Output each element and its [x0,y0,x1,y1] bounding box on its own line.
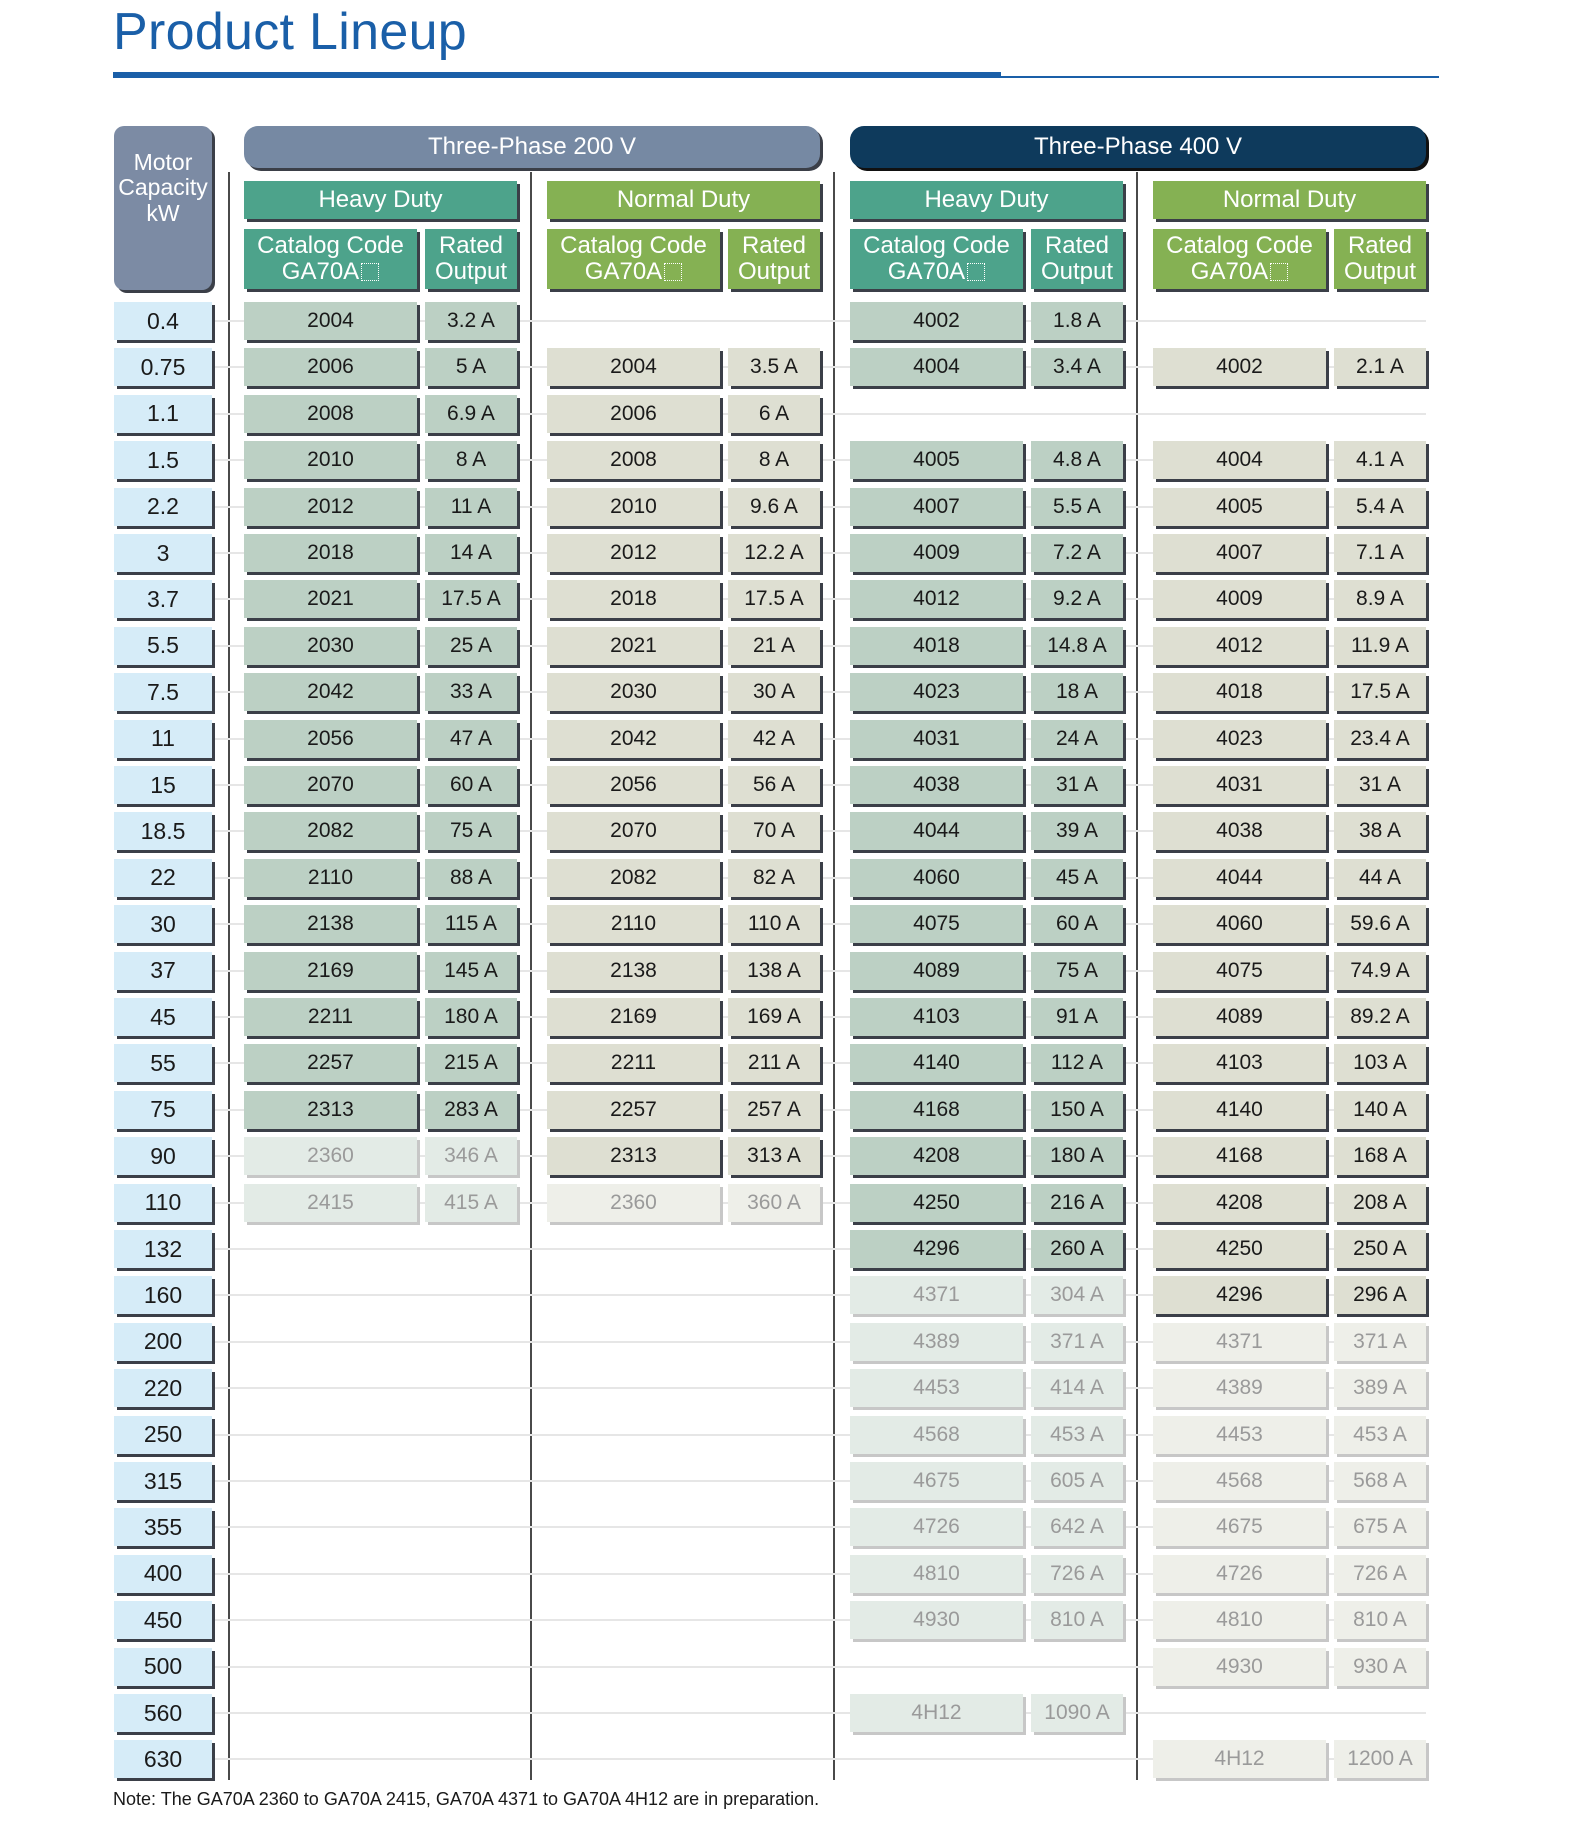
rated-output-cell: 39 A [1031,812,1123,850]
catalog-code-cell: 2169 [244,952,417,990]
rated-output-header-line: Rated [438,231,504,259]
catalog-code-cell: 4H12 [850,1694,1023,1732]
motor-capacity-cell: 22 [114,859,212,897]
catalog-code-cell: 2070 [244,766,417,804]
catalog-code-cell: 2042 [244,673,417,711]
catalog-code-prefix [585,259,682,285]
catalog-code-cell: 2082 [244,812,417,850]
catalog-code-cell: 4018 [1153,673,1326,711]
rated-output-cell: 110 A [728,905,820,943]
catalog-code-cell: 4371 [850,1276,1023,1314]
catalog-code-header [244,229,417,289]
rated-output-cell: 6 A [728,395,820,433]
rated-output-cell: 2.1 A [1334,348,1426,386]
rated-output-cell: 31 A [1031,766,1123,804]
rated-output-cell: 7.1 A [1334,534,1426,572]
rated-output-cell: 169 A [728,998,820,1036]
rated-output-cell: 30 A [728,673,820,711]
rated-output-cell: 414 A [1031,1369,1123,1407]
catalog-code-cell: 2008 [547,441,720,479]
heavy-duty-400v-header: Heavy Duty [850,181,1123,219]
rated-output-header [425,229,517,289]
rated-output-cell: 726 A [1031,1555,1123,1593]
rated-output-cell: 346 A [425,1137,517,1175]
motor-capacity-cell: 0.4 [114,302,212,340]
catalog-code-cell: 4060 [850,859,1023,897]
catalog-code-cell: 4009 [1153,580,1326,618]
rated-output-cell: 7.2 A [1031,534,1123,572]
catalog-code-cell: 4389 [850,1323,1023,1361]
catalog-code-cell: 4810 [850,1555,1023,1593]
rated-output-cell: 1.8 A [1031,302,1123,340]
rated-output-cell: 810 A [1031,1601,1123,1639]
rated-output-cell: 14.8 A [1031,627,1123,665]
rated-output-cell: 17.5 A [728,580,820,618]
rated-output-cell: 75 A [425,812,517,850]
rated-output-cell: 208 A [1334,1184,1426,1222]
page-title: Product Lineup [113,3,468,61]
heavy-duty-200v-header: Heavy Duty [244,181,517,219]
motor-capacity-cell: 55 [114,1044,212,1082]
rated-output-cell: 3.4 A [1031,348,1123,386]
motor-capacity-cell: 15 [114,766,212,804]
catalog-code-cell: 2021 [547,627,720,665]
catalog-code-cell: 2012 [547,534,720,572]
rated-output-cell: 38 A [1334,812,1426,850]
catalog-code-cell: 4089 [850,952,1023,990]
rated-output-cell: 103 A [1334,1044,1426,1082]
rated-output-cell: 150 A [1031,1091,1123,1129]
catalog-code-cell: 2169 [547,998,720,1036]
catalog-code-cell: 4004 [1153,441,1326,479]
rated-output-cell: 11.9 A [1334,627,1426,665]
motor-capacity-cell: 75 [114,1091,212,1129]
catalog-code-cell: 4004 [850,348,1023,386]
catalog-code-cell: 4005 [1153,488,1326,526]
rated-output-cell: 14 A [425,534,517,572]
rated-output-cell: 112 A [1031,1044,1123,1082]
motor-capacity-cell: 1.1 [114,395,212,433]
rated-output-cell: 642 A [1031,1508,1123,1546]
rated-output-cell: 11 A [425,488,517,526]
catalog-code-cell: 2004 [547,348,720,386]
catalog-code-cell: 4296 [850,1230,1023,1268]
rated-output-cell: 5.4 A [1334,488,1426,526]
rated-output-cell: 453 A [1031,1416,1123,1454]
catalog-code-cell: 4168 [850,1091,1023,1129]
motor-capacity-cell: 5.5 [114,627,212,665]
catalog-code-cell: 2030 [547,673,720,711]
catalog-code-cell: 4023 [1153,720,1326,758]
rated-output-cell: 88 A [425,859,517,897]
title-rule-thick [113,72,1001,78]
rated-output-cell: 145 A [425,952,517,990]
rated-output-cell: 568 A [1334,1462,1426,1500]
catalog-code-cell: 2360 [547,1184,720,1222]
catalog-code-header-line: Catalog Code [863,231,1010,259]
catalog-code-cell: 4075 [850,905,1023,943]
catalog-code-cell: 2360 [244,1137,417,1175]
motor-capacity-cell: 45 [114,998,212,1036]
rated-output-cell: 3.2 A [425,302,517,340]
rated-output-cell: 1200 A [1334,1740,1426,1778]
catalog-code-cell: 4568 [1153,1462,1326,1500]
catalog-code-prefix [1191,259,1288,285]
rated-output-cell: 260 A [1031,1230,1123,1268]
rated-output-cell: 4.1 A [1334,441,1426,479]
catalog-code-cell: 4018 [850,627,1023,665]
rated-output-cell: 675 A [1334,1508,1426,1546]
motor-capacity-cell: 0.75 [114,348,212,386]
motor-capacity-cell: 90 [114,1137,212,1175]
rated-output-header-line: Output [737,258,811,285]
catalog-code-cell: 4930 [850,1601,1023,1639]
rated-output-cell: 75 A [1031,952,1123,990]
catalog-code-cell: 2313 [547,1137,720,1175]
rated-output-header-line: Rated [1044,231,1110,259]
motor-capacity-cell: 560 [114,1694,212,1732]
catalog-code-prefix-text: GA70A [281,258,360,285]
catalog-code-cell: 4012 [1153,627,1326,665]
rated-output-cell: 168 A [1334,1137,1426,1175]
rated-output-cell: 17.5 A [425,580,517,618]
catalog-code-cell: 2313 [244,1091,417,1129]
catalog-code-cell: 2010 [244,441,417,479]
rated-output-cell: 257 A [728,1091,820,1129]
rated-output-cell: 389 A [1334,1369,1426,1407]
rated-output-cell: 313 A [728,1137,820,1175]
catalog-code-cell: 4726 [850,1508,1023,1546]
catalog-code-cell: 2110 [547,905,720,943]
catalog-code-cell: 4250 [850,1184,1023,1222]
footnote: Note: The GA70A 2360 to GA70A 2415, GA70A 4371 to GA70A 4H12 are in preparation. [113,1789,820,1809]
rated-output-header-line: Output [434,258,508,285]
rated-output-cell: 5 A [425,348,517,386]
motor-capacity-cell: 630 [114,1740,212,1778]
placeholder-box-icon [361,263,379,281]
catalog-code-cell: 4089 [1153,998,1326,1036]
motor-capacity-cell: 400 [114,1555,212,1593]
rated-output-cell: 215 A [425,1044,517,1082]
catalog-code-cell: 2257 [244,1044,417,1082]
catalog-code-cell: 4H12 [1153,1740,1326,1778]
rated-output-cell: 82 A [728,859,820,897]
catalog-code-cell: 4296 [1153,1276,1326,1314]
rated-output-cell: 31 A [1334,766,1426,804]
rated-output-cell: 47 A [425,720,517,758]
catalog-code-cell: 4168 [1153,1137,1326,1175]
rated-output-header-line: Rated [1347,231,1413,259]
normal-duty-200v-header: Normal Duty [547,181,820,219]
motor-capacity-cell: 220 [114,1369,212,1407]
rated-output-cell: 33 A [425,673,517,711]
catalog-code-cell: 4009 [850,534,1023,572]
catalog-code-cell: 4007 [850,488,1023,526]
catalog-code-cell: 4031 [1153,766,1326,804]
rated-output-cell: 180 A [425,998,517,1036]
catalog-code-cell: 2138 [244,905,417,943]
catalog-code-prefix-text: GA70A [887,258,966,285]
rated-output-cell: 59.6 A [1334,905,1426,943]
three-phase-400v-header: Three-Phase 400 V [850,126,1426,168]
rated-output-cell: 1090 A [1031,1694,1123,1732]
catalog-code-cell: 2056 [547,766,720,804]
catalog-code-cell: 4005 [850,441,1023,479]
rated-output-cell: 180 A [1031,1137,1123,1175]
catalog-code-cell: 2211 [244,998,417,1036]
motor-capacity-cell: 18.5 [114,812,212,850]
catalog-code-cell: 2056 [244,720,417,758]
rated-output-cell: 9.6 A [728,488,820,526]
catalog-code-cell: 4103 [850,998,1023,1036]
rated-output-cell: 70 A [728,812,820,850]
catalog-code-cell: 2030 [244,627,417,665]
catalog-code-cell: 4453 [850,1369,1023,1407]
rated-output-header [728,229,820,289]
placeholder-box-icon [967,263,985,281]
catalog-code-cell: 2211 [547,1044,720,1082]
rated-output-cell: 930 A [1334,1648,1426,1686]
rated-output-header [1334,229,1426,289]
rated-output-cell: 18 A [1031,673,1123,711]
catalog-code-cell: 4389 [1153,1369,1326,1407]
catalog-code-cell: 4250 [1153,1230,1326,1268]
rated-output-cell: 371 A [1031,1323,1123,1361]
rated-output-cell: 9.2 A [1031,580,1123,618]
catalog-code-cell: 4140 [850,1044,1023,1082]
catalog-code-cell: 4075 [1153,952,1326,990]
catalog-code-cell: 4002 [850,302,1023,340]
rated-output-cell: 24 A [1031,720,1123,758]
catalog-code-cell: 4103 [1153,1044,1326,1082]
rated-output-cell: 810 A [1334,1601,1426,1639]
catalog-code-prefix-text: GA70A [1190,258,1269,285]
normal-duty-400v-header: Normal Duty [1153,181,1426,219]
catalog-code-cell: 4012 [850,580,1023,618]
catalog-code-cell: 2012 [244,488,417,526]
three-phase-200v-header: Three-Phase 200 V [244,126,820,168]
catalog-code-cell: 4031 [850,720,1023,758]
catalog-code-cell: 4810 [1153,1601,1326,1639]
placeholder-box-icon [1270,263,1288,281]
catalog-code-cell: 2082 [547,859,720,897]
rated-output-cell: 211 A [728,1044,820,1082]
catalog-code-header [850,229,1023,289]
catalog-code-cell: 4002 [1153,348,1326,386]
rated-output-cell: 60 A [1031,905,1123,943]
catalog-code-cell: 4453 [1153,1416,1326,1454]
rated-output-cell: 250 A [1334,1230,1426,1268]
motor-capacity-cell: 160 [114,1276,212,1314]
motor-capacity-cell: 132 [114,1230,212,1268]
row-guide-line [215,1712,1426,1714]
catalog-code-cell: 4140 [1153,1091,1326,1129]
motor-capacity-cell: 450 [114,1601,212,1639]
catalog-code-cell: 4208 [850,1137,1023,1175]
rated-output-cell: 605 A [1031,1462,1123,1500]
catalog-code-cell: 4208 [1153,1184,1326,1222]
rated-output-header-line: Rated [741,231,807,259]
motor-capacity-cell: 3 [114,534,212,572]
rated-output-cell: 89.2 A [1334,998,1426,1036]
catalog-code-cell: 4675 [850,1462,1023,1500]
catalog-code-cell: 4726 [1153,1555,1326,1593]
placeholder-box-icon [664,263,682,281]
rated-output-cell: 8.9 A [1334,580,1426,618]
rated-output-cell: 216 A [1031,1184,1123,1222]
motor-capacity-header-line: Capacity [118,174,208,201]
catalog-code-cell: 4930 [1153,1648,1326,1686]
rated-output-cell: 138 A [728,952,820,990]
rated-output-cell: 17.5 A [1334,673,1426,711]
rated-output-cell: 453 A [1334,1416,1426,1454]
catalog-code-cell: 2010 [547,488,720,526]
motor-capacity-header [114,126,212,290]
catalog-code-cell: 4007 [1153,534,1326,572]
rated-output-cell: 6.9 A [425,395,517,433]
motor-capacity-cell: 315 [114,1462,212,1500]
catalog-code-cell: 4675 [1153,1508,1326,1546]
rated-output-cell: 140 A [1334,1091,1426,1129]
rated-output-cell: 23.4 A [1334,720,1426,758]
catalog-code-cell: 4038 [850,766,1023,804]
rated-output-cell: 726 A [1334,1555,1426,1593]
rated-output-cell: 371 A [1334,1323,1426,1361]
catalog-code-cell: 2008 [244,395,417,433]
rated-output-header-line: Output [1040,258,1114,285]
rated-output-cell: 21 A [728,627,820,665]
catalog-code-prefix [888,259,985,285]
motor-capacity-cell: 250 [114,1416,212,1454]
rated-output-cell: 12.2 A [728,534,820,572]
catalog-code-cell: 4371 [1153,1323,1326,1361]
rated-output-cell: 296 A [1334,1276,1426,1314]
catalog-code-cell: 2042 [547,720,720,758]
catalog-code-cell: 2257 [547,1091,720,1129]
catalog-code-cell: 4044 [850,812,1023,850]
catalog-code-header [1153,229,1326,289]
catalog-code-header-line: Catalog Code [560,231,707,259]
motor-capacity-cell: 11 [114,720,212,758]
motor-capacity-cell: 110 [114,1184,212,1222]
catalog-code-cell: 2006 [547,395,720,433]
motor-capacity-cell: 1.5 [114,441,212,479]
catalog-code-cell: 2018 [547,580,720,618]
catalog-code-cell: 4023 [850,673,1023,711]
catalog-code-cell: 4568 [850,1416,1023,1454]
catalog-code-cell: 2004 [244,302,417,340]
rated-output-cell: 44 A [1334,859,1426,897]
catalog-code-cell: 4044 [1153,859,1326,897]
rated-output-cell: 115 A [425,905,517,943]
catalog-code-cell: 4038 [1153,812,1326,850]
rated-output-header-line: Output [1343,258,1417,285]
catalog-code-header-line: Catalog Code [257,231,404,259]
catalog-code-cell: 2070 [547,812,720,850]
motor-capacity-header-line: Motor [133,149,193,176]
motor-capacity-cell: 200 [114,1323,212,1361]
motor-capacity-cell: 3.7 [114,580,212,618]
catalog-code-cell: 2138 [547,952,720,990]
rated-output-cell: 8 A [728,441,820,479]
catalog-code-cell: 2006 [244,348,417,386]
rated-output-cell: 42 A [728,720,820,758]
rated-output-cell: 74.9 A [1334,952,1426,990]
rated-output-cell: 415 A [425,1184,517,1222]
catalog-code-cell: 2415 [244,1184,417,1222]
motor-capacity-cell: 355 [114,1508,212,1546]
catalog-code-cell: 4060 [1153,905,1326,943]
catalog-code-header [547,229,720,289]
motor-capacity-cell: 7.5 [114,673,212,711]
motor-capacity-cell: 2.2 [114,488,212,526]
catalog-code-cell: 2018 [244,534,417,572]
rated-output-cell: 3.5 A [728,348,820,386]
catalog-code-cell: 2110 [244,859,417,897]
motor-capacity-header-line: kW [146,199,180,226]
rated-output-cell: 56 A [728,766,820,804]
catalog-code-header-line: Catalog Code [1166,231,1313,259]
rated-output-cell: 360 A [728,1184,820,1222]
rated-output-header [1031,229,1123,289]
motor-capacity-cell: 30 [114,905,212,943]
rated-output-cell: 8 A [425,441,517,479]
rated-output-cell: 60 A [425,766,517,804]
catalog-code-prefix-text: GA70A [584,258,663,285]
catalog-code-prefix [282,259,379,285]
motor-capacity-cell: 500 [114,1648,212,1686]
rated-output-cell: 91 A [1031,998,1123,1036]
rated-output-cell: 4.8 A [1031,441,1123,479]
catalog-code-cell: 2021 [244,580,417,618]
rated-output-cell: 45 A [1031,859,1123,897]
rated-output-cell: 25 A [425,627,517,665]
rated-output-cell: 304 A [1031,1276,1123,1314]
motor-capacity-cell: 37 [114,952,212,990]
title-rule-thin [1001,76,1439,78]
rated-output-cell: 5.5 A [1031,488,1123,526]
rated-output-cell: 283 A [425,1091,517,1129]
